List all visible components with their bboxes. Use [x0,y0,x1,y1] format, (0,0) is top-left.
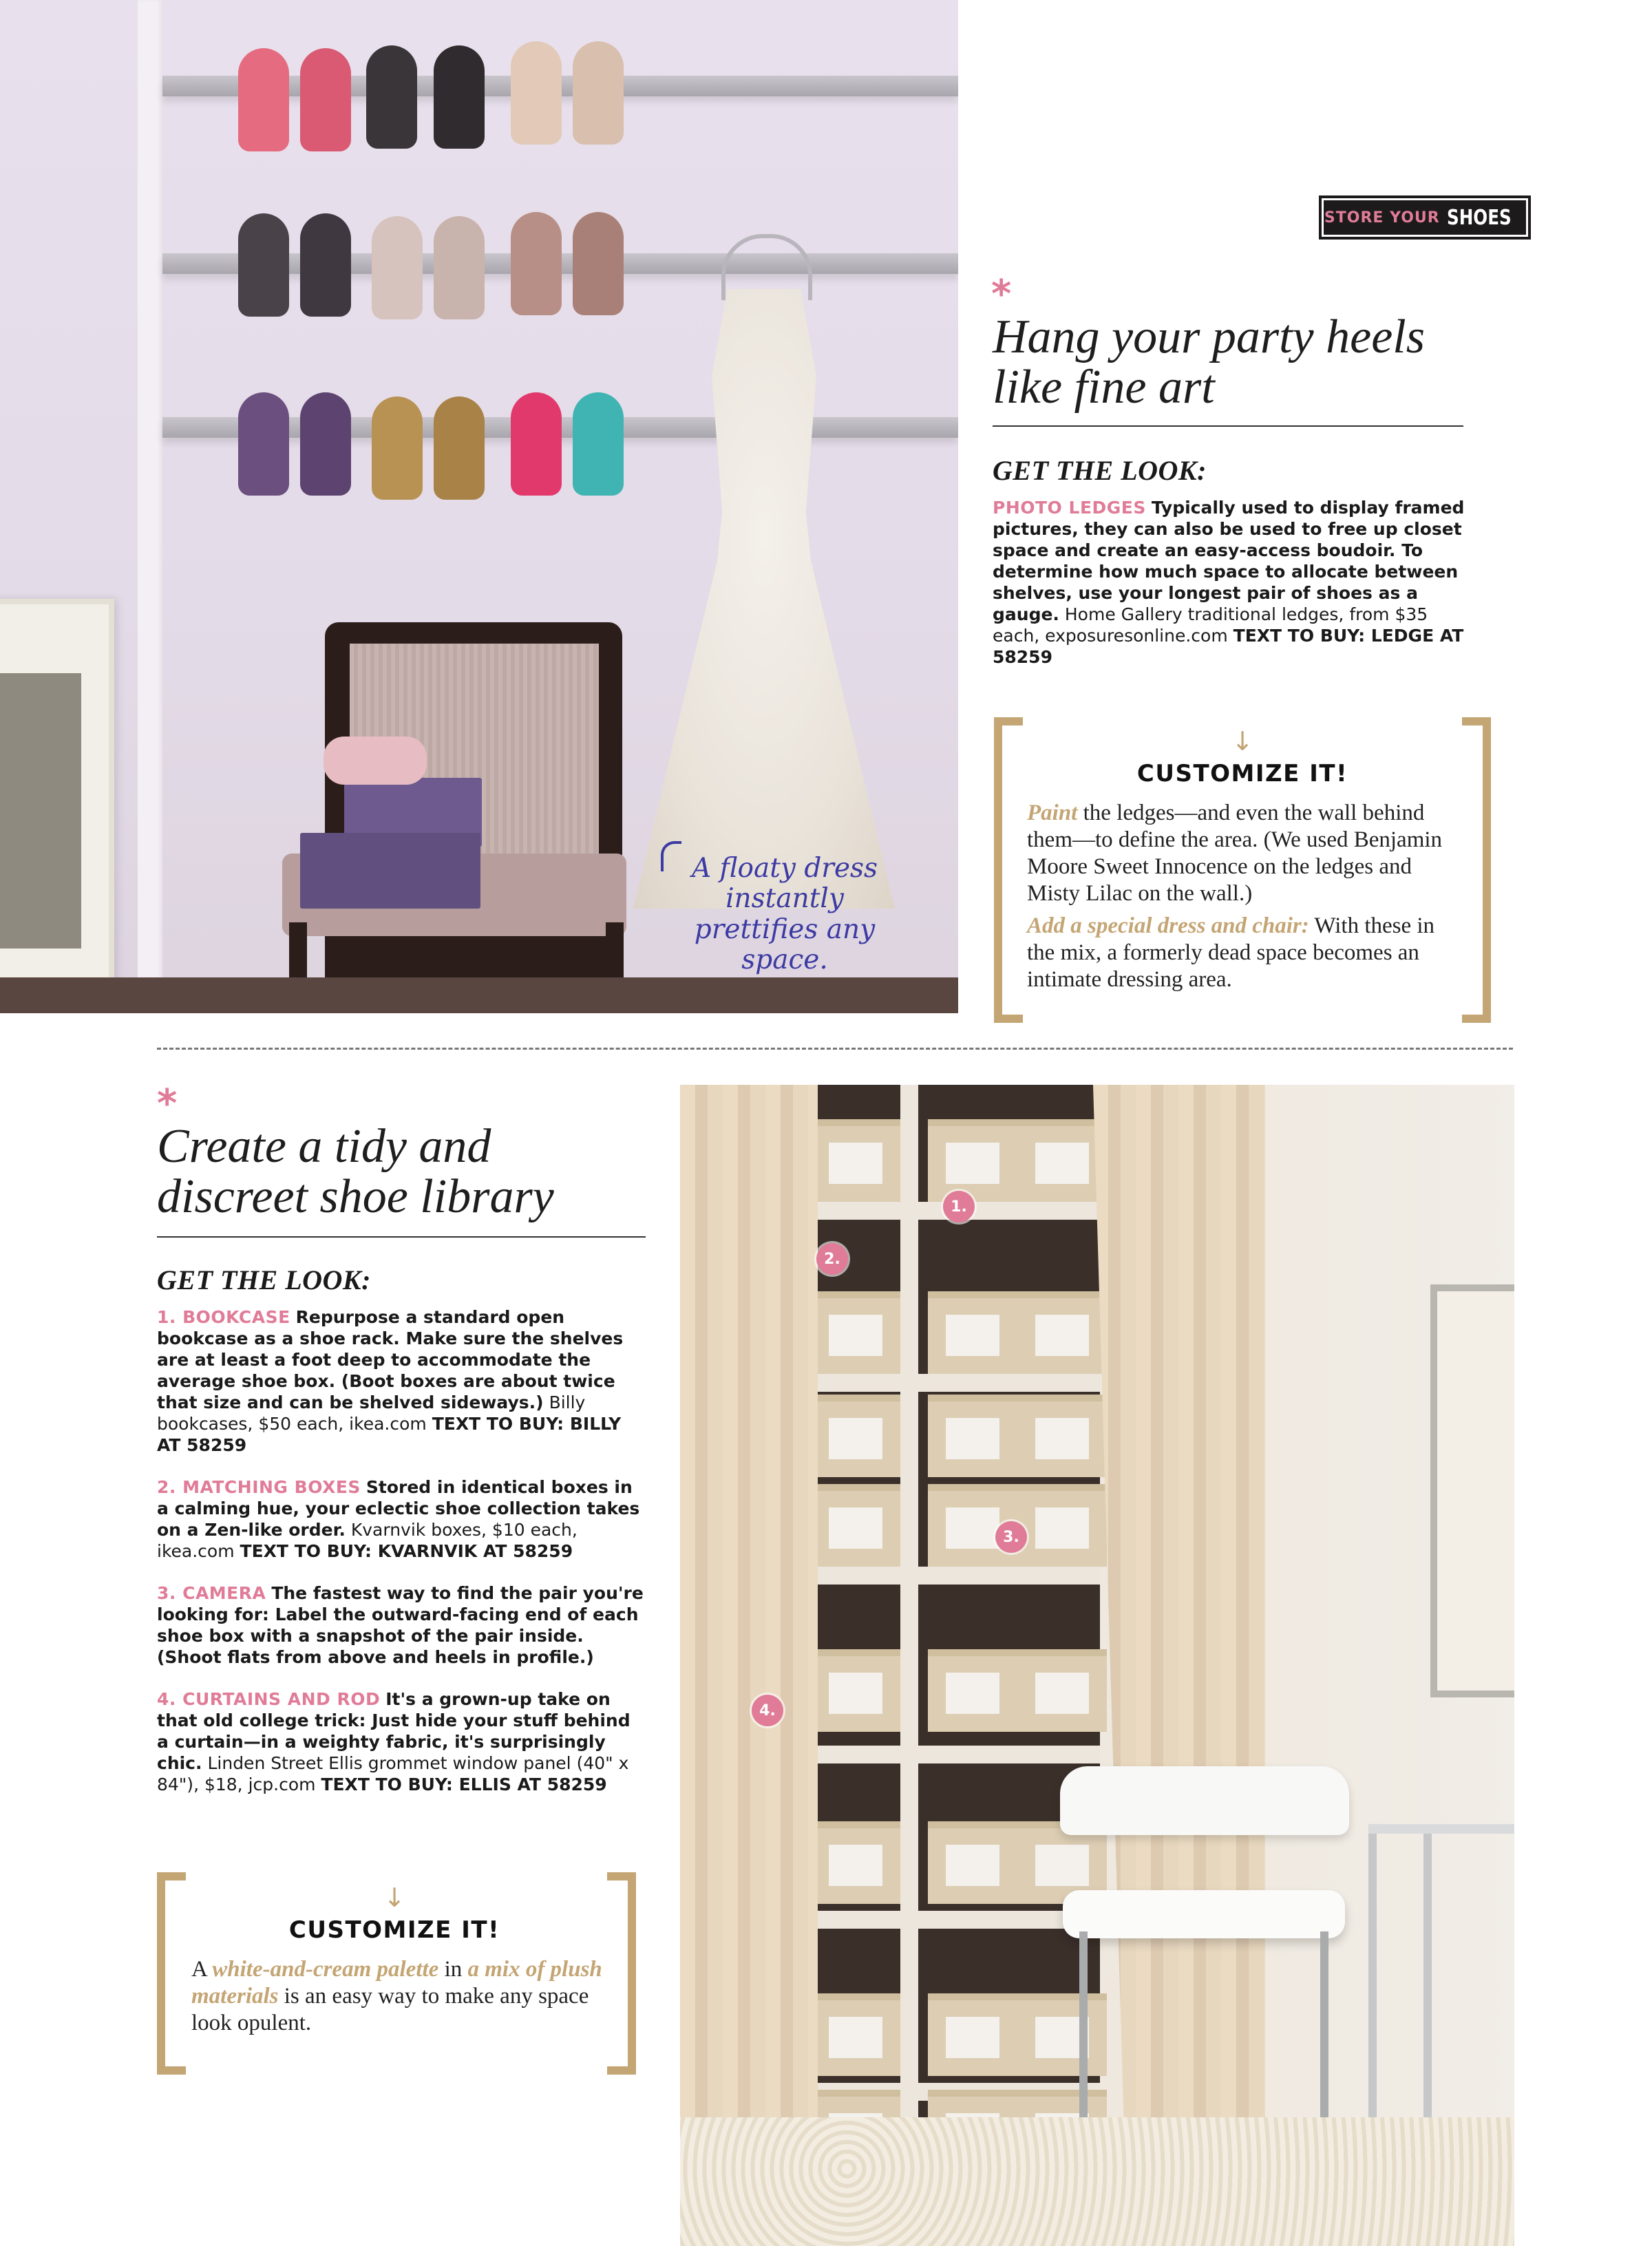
item-source: Kvarnvik boxes, $10 each, ikea.com [157,1520,578,1561]
item-source: Home Gallery traditional ledges, from $35 each, exposuresonline.com [993,604,1428,646]
white-chair-seat [1063,1890,1345,1938]
bracket-left [157,1872,186,2075]
shoe-purple-sandal [238,392,289,496]
floor [0,977,958,1013]
side-table-leg [1368,1828,1377,2117]
photo-shoe-library [680,1085,1514,2246]
leaning-picture-frame [0,599,114,1013]
customize-text: With these in the mix, a formerly dead space becomes an intimate dressing area. [1027,913,1435,992]
list-item [157,1688,646,1795]
shag-rug [680,2117,1514,2246]
shoe-black-heel [366,45,417,149]
shoe-black-heel [434,45,485,149]
shoe-library-list [157,1306,646,1816]
curtain-right [1093,1085,1265,2246]
shoe-metallic [434,216,485,319]
customize-lead: a mix of plush materials [191,1957,602,2009]
headline-line: discreet shoe library [157,1169,554,1223]
side-table-leg [1423,1828,1432,2117]
item-keyword: 4. CURTAINS AND ROD [157,1689,381,1709]
customize-text: in [438,1957,468,1982]
shoe-pink-heel [238,48,289,151]
section-tag [1319,195,1531,240]
customize-body [191,1956,611,2037]
chair-leg [1079,1931,1088,2138]
photo-marker: 1. [943,1191,975,1222]
photo-ledges-paragraph [993,497,1468,668]
list-item [157,1476,646,1562]
bracket-left [994,717,1023,1023]
shoe-nude-heel [511,41,562,145]
handwritten-caption: A floaty dress instantly prettifies any space. [691,853,878,976]
item-keyword: 2. MATCHING BOXES [157,1477,361,1497]
customize-lead: white-and-cream palette [212,1957,439,1982]
shoe-pink-heel [300,48,351,151]
bookcase [811,1085,1100,2186]
item-text-to-buy: TEXT TO BUY: ELLIS AT 58259 [321,1774,607,1794]
side-table-top [1368,1824,1514,1834]
item-source: Linden Street Ellis grommet window panel (40" x 84"), $18, jcp.com [157,1753,629,1794]
shoe-neon-sandal [511,392,562,496]
customize-title: CUSTOMIZE IT! [288,1916,500,1944]
down-arrow-icon: ↓ [1231,726,1253,756]
lace-dress [633,289,895,909]
chair-leg [1320,1931,1328,2138]
item-text-to-buy: TEXT TO BUY: BILLY AT 58259 [157,1414,622,1455]
customize-lead: Paint [1027,801,1078,825]
section-tag-word: SHOES [1446,205,1512,230]
customize-body [1027,800,1468,993]
photo-marker: 2. [816,1243,848,1275]
shoe-neon-sandal [573,392,624,496]
item-source: Billy bookcases, $50 each, ikea.com [157,1392,586,1434]
curtain-left [680,1085,818,2246]
item-keyword: 1. BOOKCASE [157,1307,290,1327]
item-keyword: 3. CAMERA [157,1583,266,1603]
customize-text: the ledges—and even the wall behind them—to define the area. (We used Benjamin Moore Sweet Innocence on the ledges and Misty Lilac on the wall.) [1027,801,1443,906]
shoe-studded [238,213,289,317]
shoe-bow-heel [573,212,624,315]
list-item [157,1582,646,1668]
item-description: Repurpose a standard open bookcase as a shoe rack. Make sure the shelves are at least a foot deep to accommodate the average shoe box. (Boot boxes are about twice that size and can be shelved sideways.) [157,1307,624,1412]
headline-shoe-library [157,1122,666,1222]
get-the-look-heading: GET THE LOOK: [993,455,1207,486]
item-description: The fastest way to find the pair you're looking for: Label the outward-facing end of each shoe box with a snapshot of the pair inside. (Shoot flats from above and heels in profile.) [157,1583,644,1667]
customize-title: CUSTOMIZE IT! [1136,760,1348,787]
headline-rule [157,1236,646,1238]
photo-marker: 3. [995,1521,1027,1553]
customize-text: is an easy way to make any space look opulent. [191,1984,589,2035]
shoe-studded [300,213,351,317]
shoe-pink [324,737,427,785]
headline-line: like fine art [993,360,1215,414]
photo-marker: 4. [752,1695,783,1726]
shoe-purple-sandal [300,392,351,496]
shoe-gold-sandal [372,396,423,500]
item-description: It's a grown-up take on that old college trick: Just hide your stuff behind a curtain—in a weighty fabric, it's surprisingly chic. [157,1689,631,1773]
item-keyword: PHOTO LEDGES [993,498,1146,518]
white-chair [1060,1766,1349,1835]
headline-line: Hang your party heels [993,310,1425,363]
wall-mirror [1430,1284,1514,1697]
shoe-gold-sandal [434,396,485,500]
customize-text: A [191,1957,213,1982]
item-text-to-buy: TEXT TO BUY: KVARNVIK AT 58259 [240,1541,573,1561]
shoe-bow-heel [511,212,562,315]
asterisk-icon: * [157,1081,178,1126]
shoe-metallic [372,216,423,319]
shoe-nude-heel [573,41,624,145]
customize-paragraph [1027,800,1468,907]
customize-lead: Add a special dress and chair: [1027,913,1309,938]
wall-trim [138,0,162,1013]
section-tag-prefix: STORE YOUR [1324,209,1440,226]
bracket-right [607,1872,636,2075]
get-the-look-heading: GET THE LOOK: [157,1264,371,1295]
shoe-box-purple [300,833,480,909]
headline-line: Create a tidy and [157,1120,491,1173]
headline-rule [993,425,1463,427]
asterisk-icon: * [991,272,1012,317]
dashed-divider [157,1048,1513,1050]
headline-hang-heels [993,312,1516,413]
item-description: Typically used to display framed pictures, they can also be used to free up closet space and create an easy-access boudoir. To determine how much space to allocate between shelves, use your longest pair of shoes as a gauge. [993,498,1465,624]
customize-paragraph [1027,913,1468,993]
list-item [157,1306,646,1456]
item-description: Stored in identical boxes in a calming hue, your eclectic shoe collection takes on a Zen-like order. [157,1477,640,1540]
item-text-to-buy: TEXT TO BUY: LEDGE AT 58259 [993,626,1464,667]
down-arrow-icon: ↓ [383,1883,405,1913]
